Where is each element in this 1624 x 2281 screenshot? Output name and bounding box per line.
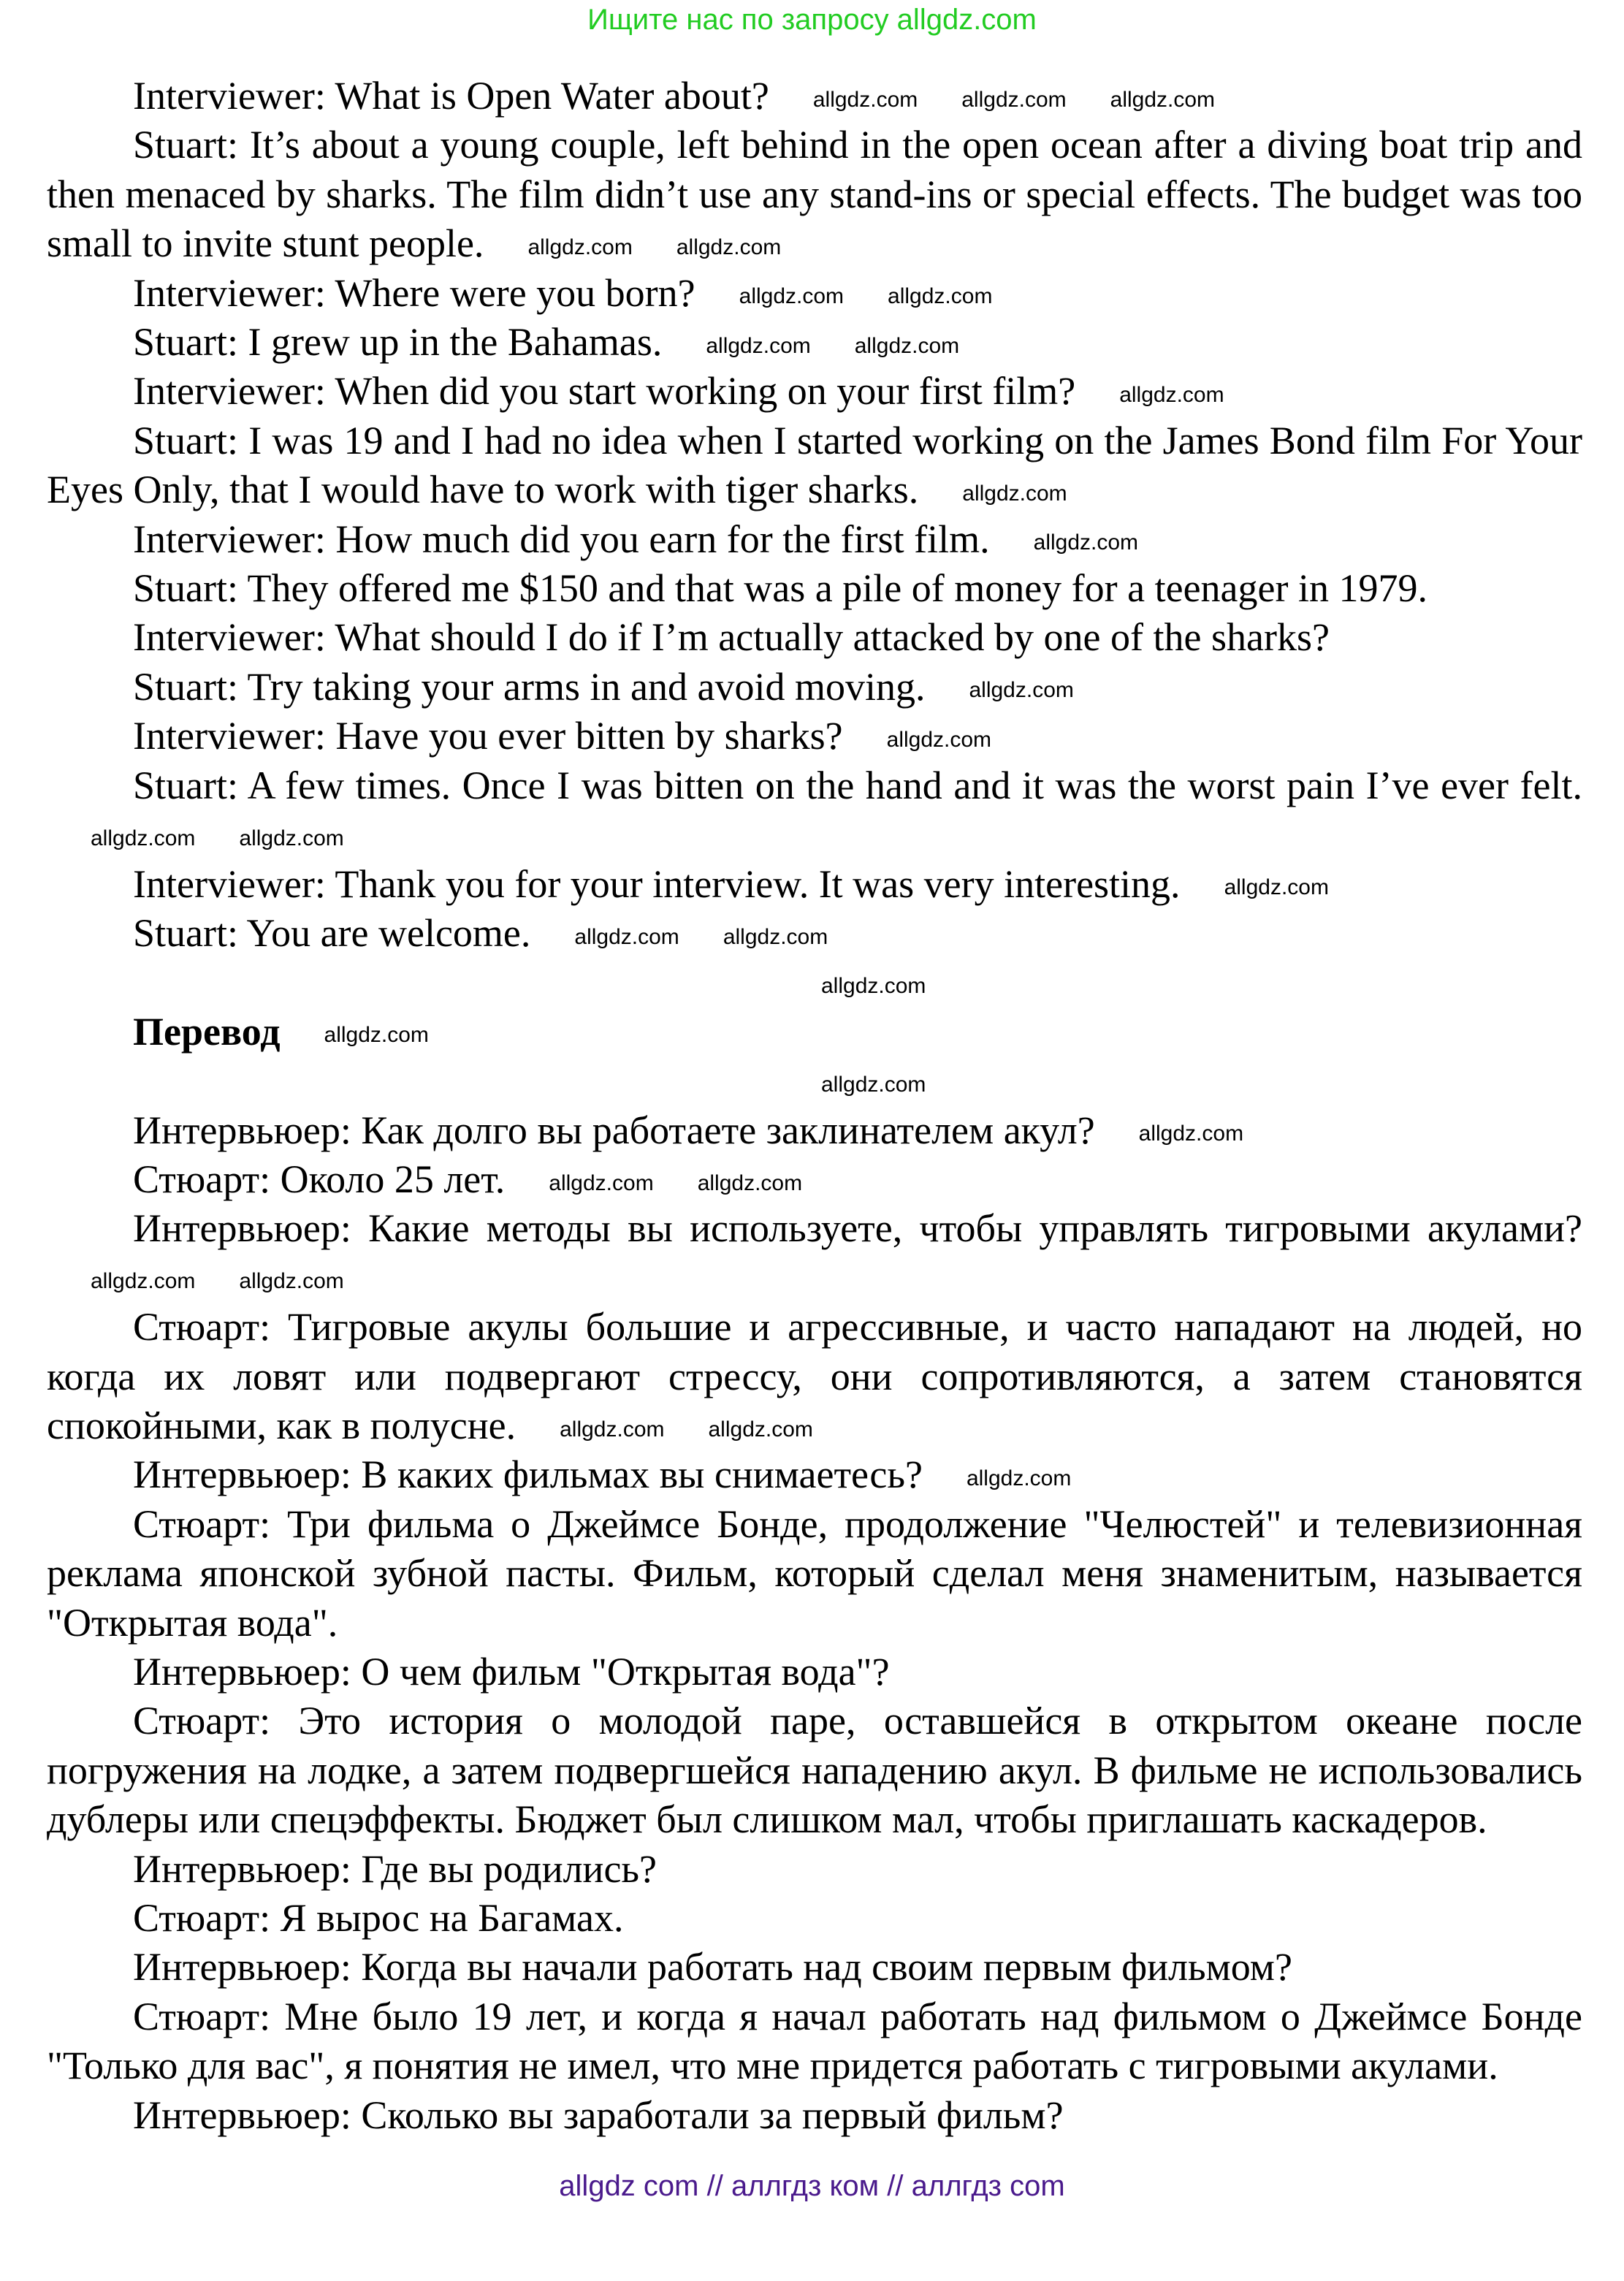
watermark-text: allgdz.com <box>821 973 926 998</box>
watermark-text: allgdz.com <box>1119 383 1224 408</box>
dialogue-text: Интервьюер: Как долго вы работаете заклинателем акул? <box>133 1108 1095 1152</box>
russian-dialogue <box>47 1106 1582 2141</box>
spacer-line <box>47 1056 1582 1105</box>
dialogue-text: Интервьюер: Какие методы вы используете, чтобы управлять тигровыми акулами? <box>133 1206 1582 1251</box>
watermark-text: allgdz.com <box>739 284 845 309</box>
heading-text: Перевод <box>133 1009 281 1054</box>
dialogue-line <box>47 515 1582 564</box>
watermark-text: allgdz.com <box>812 87 918 112</box>
footer-banner: allgdz com // аллгдз ком // аллгдз com <box>559 2170 1065 2203</box>
dialogue-line <box>47 1204 1582 1303</box>
dialogue-line <box>47 1500 1582 1648</box>
watermark-text: allgdz.com <box>574 924 679 949</box>
dialogue-text: Stuart: I grew up in the Bahamas. <box>133 320 663 365</box>
watermark-text: allgdz.com <box>706 333 811 358</box>
dialogue-text: Стюарт: Тигровые акулы большие и агрессивные, и часто нападают на людей, но когда их ловят или подвергают стрессу, они сопротивляются, а затем становятся спокойными, как в полусне. <box>47 1305 1582 1447</box>
watermark-text: allgdz.com <box>549 1170 654 1195</box>
site-search-banner: Ищите нас по запросу allgdz.com <box>587 4 1037 36</box>
watermark-text: allgdz.com <box>969 678 1074 703</box>
dialogue-text: Stuart: It’s about a young couple, left behind in the open ocean after a diving boat trip and then menaced by sharks. The film didn’t use any stand-ins or special effects. The budget was too small to invite stunt people. <box>47 123 1582 266</box>
watermark-text: allgdz.com <box>1110 87 1216 112</box>
dialogue-line <box>47 367 1582 416</box>
watermark-text: allgdz.com <box>1138 1122 1244 1146</box>
watermark-text: allgdz.com <box>708 1417 813 1442</box>
watermark-text: allgdz.com <box>239 826 344 850</box>
dialogue-text: Stuart: They offered me $150 and that was a pile of money for a teenager in 1979. <box>133 566 1427 611</box>
dialogue-text: Stuart: I was 19 and I had no idea when I started working on the James Bond film For Your Eyes Only, that I would have to work with tiger sharks. <box>47 418 1582 512</box>
translation-heading <box>47 1008 1582 1056</box>
watermark-text: allgdz.com <box>961 87 1067 112</box>
dialogue-line <box>47 1845 1582 1894</box>
dialogue-text: Интервьюер: Сколько вы заработали за первый фильм? <box>133 2092 1064 2137</box>
dialogue-line <box>47 761 1582 860</box>
dialogue-line <box>47 564 1582 613</box>
watermark-text: allgdz.com <box>239 1269 344 1294</box>
dialogue-text: Interviewer: Thank you for your interview. It was very interesting. <box>133 861 1181 906</box>
watermark-text: allgdz.com <box>697 1170 803 1195</box>
watermark-text: allgdz.com <box>723 924 828 949</box>
dialogue-text: Interviewer: Have you ever bitten by sharks? <box>133 714 843 758</box>
dialogue-line <box>47 1450 1582 1499</box>
watermark-text: allgdz.com <box>888 284 993 309</box>
dialogue-text: Interviewer: How much did you earn for the first film. <box>133 517 990 561</box>
dialogue-text: Interviewer: What should I do if I’m actually attacked by one of the sharks? <box>133 615 1330 660</box>
dialogue-text: Интервьюер: О чем фильм "Открытая вода"? <box>133 1649 890 1694</box>
watermark-text: allgdz.com <box>560 1417 665 1442</box>
dialogue-text: Интервьюер: В каких фильмах вы снимаетесь? <box>133 1452 923 1497</box>
dialogue-line <box>47 909 1582 958</box>
watermark-text: allgdz.com <box>91 1269 196 1294</box>
dialogue-text: Интервьюер: Где вы родились? <box>133 1846 657 1891</box>
dialogue-text: Стюарт: Три фильма о Джеймсе Бонде, продолжение "Челюстей" и телевизионная реклама японской зубной пасты. Фильм, который сделал меня знаменитым, называется "Открытая вода". <box>47 1501 1582 1645</box>
watermark-text: allgdz.com <box>854 333 960 358</box>
dialogue-line <box>47 1992 1582 2091</box>
dialogue-line <box>47 416 1582 515</box>
watermark-text: allgdz.com <box>966 1466 1072 1490</box>
dialogue-text: Stuart: A few times. Once I was bitten on the hand and it was the worst pain I’ve ever felt. <box>133 763 1582 807</box>
dialogue-text: Interviewer: What is Open Water about? <box>133 74 769 118</box>
watermark-text: allgdz.com <box>886 727 992 752</box>
watermark-text: allgdz.com <box>962 481 1067 506</box>
dialogue-text: Стюарт: Около 25 лет. <box>133 1157 506 1201</box>
dialogue-text: Стюарт: Мне было 19 лет, и когда я начал работать над фильмом о Джеймсе Бонде "Только для вас", я понятия не имел, что мне придется работать с тигровыми акулами. <box>47 1994 1582 2088</box>
dialogue-text: Интервьюер: Когда вы начали работать над своим первым фильмом? <box>133 1945 1292 1989</box>
watermark-text: allgdz.com <box>821 1072 926 1097</box>
dialogue-line <box>47 860 1582 909</box>
watermark-text: allgdz.com <box>1033 530 1139 555</box>
dialogue-text: Stuart: Try taking your arms in and avoid moving. <box>133 664 926 709</box>
dialogue-line <box>47 1943 1582 1992</box>
dialogue-line <box>47 1648 1582 1697</box>
dialogue-line <box>47 663 1582 712</box>
document-body <box>47 72 1582 2140</box>
dialogue-line <box>47 121 1582 268</box>
watermark-text: allgdz.com <box>1224 875 1329 900</box>
dialogue-text: Стюарт: Я вырос на Багамах. <box>133 1896 624 1940</box>
dialogue-line <box>47 269 1582 318</box>
dialogue-line <box>47 1303 1582 1450</box>
dialogue-line <box>47 1697 1582 1844</box>
watermark-text: allgdz.com <box>324 1023 429 1048</box>
dialogue-text: Interviewer: Where were you born? <box>133 270 695 315</box>
dialogue-text: Interviewer: When did you start working on your first film? <box>133 369 1076 414</box>
dialogue-line <box>47 1106 1582 1155</box>
dialogue-text: Стюарт: Это история о молодой паре, оставшейся в открытом океане после погружения на лодке, а затем подвергшейся нападению акул. В фильме не использовались дублеры или спецэффекты. Бюджет был слишком мал, чтобы приглашать каскадеров. <box>47 1699 1582 1842</box>
spacer-line <box>47 958 1582 1007</box>
watermark-text: allgdz.com <box>527 235 633 259</box>
dialogue-line <box>47 2091 1582 2140</box>
dialogue-line <box>47 613 1582 662</box>
dialogue-text: Stuart: You are welcome. <box>133 910 531 955</box>
dialogue-line <box>47 1894 1582 1943</box>
dialogue-line <box>47 72 1582 121</box>
watermark-text: allgdz.com <box>676 235 782 259</box>
dialogue-line <box>47 712 1582 761</box>
dialogue-line <box>47 318 1582 367</box>
watermark-text: allgdz.com <box>91 826 196 850</box>
dialogue-line <box>47 1155 1582 1204</box>
english-dialogue <box>47 72 1582 958</box>
